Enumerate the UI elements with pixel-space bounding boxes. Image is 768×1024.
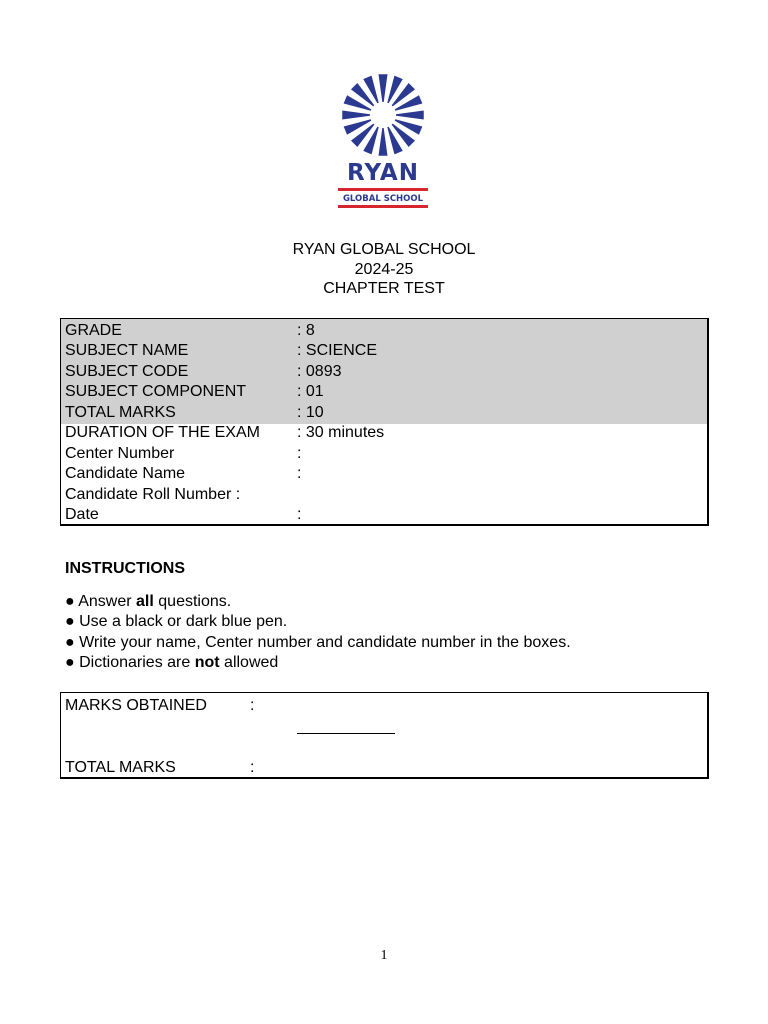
academic-year: 2024-25	[354, 261, 414, 278]
info-value: : 0893	[297, 363, 342, 380]
instructions-title: INSTRUCTIONS	[65, 560, 185, 577]
info-value: :	[297, 465, 302, 482]
sunburst-ray	[379, 74, 388, 102]
sunburst-logo-icon	[334, 72, 432, 158]
logo-wordmark: RYAN	[347, 160, 419, 186]
bullet-icon: ●	[65, 613, 75, 630]
info-value: : 10	[297, 404, 324, 421]
logo-subtitle: GLOBAL SCHOOL	[342, 194, 424, 204]
bullet-icon: ●	[65, 593, 75, 610]
instruction-emphasis: all	[136, 593, 154, 610]
school-logo	[334, 72, 432, 214]
instruction-text: Answer	[74, 593, 137, 610]
marks-obtained-label: MARKS OBTAINED	[65, 697, 207, 714]
info-label: GRADE	[65, 322, 122, 339]
instruction-item	[65, 612, 287, 632]
info-value: :	[297, 506, 302, 523]
instruction-item	[65, 592, 231, 612]
info-label: DURATION OF THE EXAM	[65, 424, 260, 441]
info-label: SUBJECT CODE	[65, 363, 189, 380]
instruction-item	[65, 653, 278, 673]
info-label: TOTAL MARKS	[65, 404, 176, 421]
instruction-text: questions.	[153, 593, 232, 610]
logo-red-line-bottom	[338, 205, 428, 208]
sunburst-ray	[379, 128, 388, 156]
info-value: : 30 minutes	[297, 424, 385, 441]
total-marks-label: TOTAL MARKS	[65, 759, 176, 776]
instruction-text: allowed	[219, 654, 279, 671]
marks-colon: :	[250, 759, 255, 776]
info-label: SUBJECT NAME	[65, 342, 189, 359]
instruction-item	[65, 633, 571, 653]
sunburst-ray	[342, 111, 370, 120]
info-value: : 01	[297, 383, 324, 400]
info-label: Candidate Roll Number :	[65, 486, 241, 503]
info-label: SUBJECT COMPONENT	[65, 383, 247, 400]
fraction-line	[297, 733, 395, 734]
bullet-icon: ●	[65, 654, 75, 671]
info-value: :	[297, 445, 302, 462]
marks-box	[60, 692, 709, 779]
instruction-text: Dictionaries are	[74, 654, 195, 671]
instruction-text: Use a black or dark blue pen.	[74, 613, 288, 630]
test-title: CHAPTER TEST	[323, 280, 445, 297]
info-label: Candidate Name	[65, 465, 186, 482]
instruction-text: Write your name, Center number and candidate number in the boxes.	[74, 634, 571, 651]
sunburst-ray	[396, 111, 424, 120]
page-number: 1	[380, 948, 388, 963]
info-value: : 8	[297, 322, 315, 339]
marks-colon: :	[250, 697, 255, 714]
school-title: RYAN GLOBAL SCHOOL	[292, 241, 476, 258]
info-label: Center Number	[65, 445, 175, 462]
info-value: : SCIENCE	[297, 342, 378, 359]
bullet-icon: ●	[65, 634, 75, 651]
instruction-emphasis: not	[194, 654, 220, 671]
logo-red-line	[338, 188, 428, 191]
info-label: Date	[65, 506, 99, 523]
exam-info-table	[60, 318, 709, 526]
